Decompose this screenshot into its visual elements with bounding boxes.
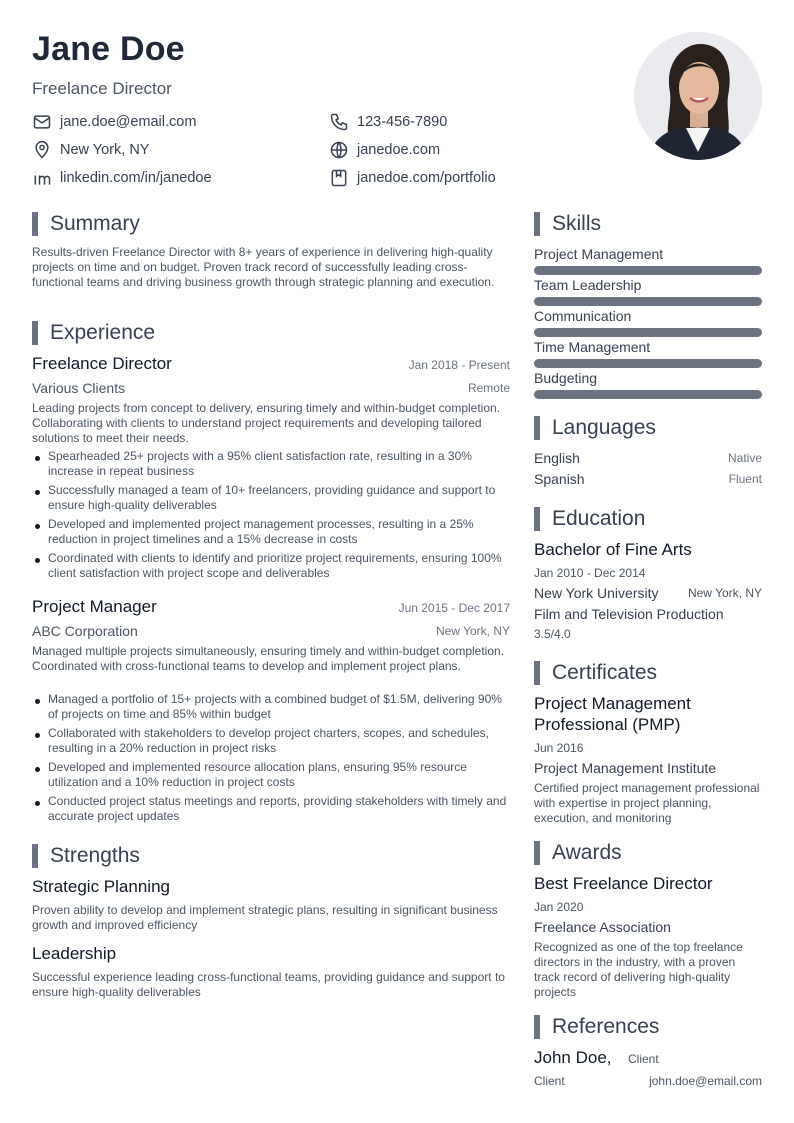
list-item: Spearheaded 25+ projects with a 95% client satisfaction rate, resulting in a 30% increase in repeat business	[32, 449, 512, 479]
portfolio-text: janedoe.com/portfolio	[357, 170, 496, 186]
heading-bar	[534, 507, 540, 531]
strength-title: Leadership	[32, 944, 117, 963]
skill-label: Team Leadership	[534, 277, 642, 293]
job-location: New York, NY	[435, 624, 510, 638]
language-name: English	[534, 450, 580, 466]
heading-bar	[534, 841, 540, 865]
location-text: New York, NY	[60, 142, 150, 158]
certificate-description: Certified project management professional with expertise in project planning, execution, and monitoring	[534, 781, 760, 825]
reference-relation: Client	[628, 1052, 659, 1066]
heading-bar	[534, 661, 540, 685]
certificate-issuer: Project Management Institute	[534, 760, 717, 776]
linkedin-text: linkedin.com/in/janedoe	[60, 170, 212, 186]
list-item: Managed a portfolio of 15+ projects with a combined budget of $1.5M, delivering 90% of projects on time and 85% within budget	[32, 692, 512, 722]
list-item: Developed and implemented project management processes, resulting in a 25% reduction in project timelines and a 15% decrease in costs	[32, 517, 512, 547]
strength-text: Proven ability to develop and implement strategic plans, resulting in significant business growth and improved efficiency	[32, 903, 498, 932]
certificate-title-line2: Professional (PMP)	[534, 715, 681, 734]
contact-website[interactable]	[329, 140, 440, 160]
certificates-heading	[534, 661, 657, 685]
heading-bar	[32, 321, 38, 345]
skill-bar	[534, 359, 762, 368]
job-date: Jun 2015 - Dec 2017	[398, 601, 510, 615]
references-heading-text: References	[552, 1015, 660, 1038]
envelope-icon	[32, 112, 52, 132]
school-location: New York, NY	[687, 586, 762, 600]
phone-icon	[329, 112, 349, 132]
job-org: Various Clients	[32, 380, 126, 396]
education-heading	[534, 507, 645, 531]
summary-heading-text: Summary	[50, 212, 140, 235]
skills-heading	[534, 212, 601, 236]
certificate-title-line1: Project Management	[534, 694, 691, 713]
job-org: ABC Corporation	[32, 623, 138, 639]
education-dates: Jan 2010 - Dec 2014	[534, 566, 646, 580]
job-date: Jan 2018 - Present	[408, 358, 510, 372]
language-level: Fluent	[728, 472, 762, 486]
job-bullets	[32, 449, 512, 585]
experience-heading	[32, 321, 155, 345]
candidate-title: Freelance Director	[32, 79, 172, 98]
award-description: Recognized as one of the top freelance directors in the industry, with a proven track record of delivering high-quality projects	[534, 940, 743, 999]
skill-label: Communication	[534, 308, 632, 324]
awards-heading-text: Awards	[552, 841, 622, 864]
list-item: Coordinated with clients to identify and prioritize project requirements, ensuring 100% client satisfaction with project scope and deliverables	[32, 551, 512, 581]
list-item: Collaborated with stakeholders to develop project charters, scopes, and schedules, resulting in a 20% reduction in project risks	[32, 726, 512, 756]
experience-heading-text: Experience	[50, 321, 156, 344]
contact-linkedin[interactable]	[32, 168, 212, 188]
references-heading	[534, 1015, 659, 1039]
job-title: Project Manager	[32, 597, 157, 616]
contact-location	[32, 140, 149, 160]
skills-heading-text: Skills	[552, 212, 602, 235]
reference-name: John Doe,	[534, 1048, 612, 1067]
linkedin-icon	[32, 168, 52, 188]
summary-heading	[32, 212, 140, 236]
award-issuer: Freelance Association	[534, 919, 671, 935]
list-item: Conducted project status meetings and reports, providing stakeholders with timely and accurate project updates	[32, 794, 512, 824]
education-heading-text: Education	[552, 507, 646, 530]
heading-bar	[534, 212, 540, 236]
degree-title: Bachelor of Fine Arts	[534, 540, 692, 559]
contact-email[interactable]	[32, 112, 196, 132]
heading-bar	[534, 1015, 540, 1039]
contact-phone[interactable]	[329, 112, 447, 132]
skill-bar	[534, 266, 762, 275]
reference-role: Client	[534, 1074, 565, 1088]
profile-photo	[634, 32, 762, 160]
job-description: Managed multiple projects simultaneously, ensuring timely and within-budget completion. Coordinated with cross-functional teams to develop and implement project plans.	[32, 644, 505, 673]
field-of-study: Film and Television Production	[534, 606, 724, 622]
languages-heading-text: Languages	[552, 416, 656, 439]
strengths-heading	[32, 844, 140, 868]
award-title: Best Freelance Director	[534, 874, 713, 893]
language-name: Spanish	[534, 471, 585, 487]
phone-text: 123-456-7890	[357, 114, 448, 130]
language-level: Native	[727, 451, 762, 465]
skill-bar	[534, 297, 762, 306]
website-text: janedoe.com	[357, 142, 441, 158]
heading-bar	[32, 844, 38, 868]
award-date: Jan 2020	[534, 900, 584, 914]
summary-text: Results-driven Freelance Director with 8+ years of experience in delivering high-quality projects on time and on budget. Proven track record of successfully leading cross-functional teams and driving business growth through strategic planning and execution.	[32, 245, 495, 289]
awards-heading	[534, 841, 622, 865]
globe-icon	[329, 140, 349, 160]
job-description: Leading projects from concept to delivery, ensuring timely and within-budget completion. Collaborating with clients to understand project requirements and developing tailored solutions to meet their needs.	[32, 401, 501, 445]
portfolio-icon	[329, 168, 349, 188]
gpa: 3.5/4.0	[534, 627, 571, 641]
heading-bar	[534, 416, 540, 440]
list-item: Successfully managed a team of 10+ freelancers, providing guidance and support to ensure high-quality deliverables	[32, 483, 512, 513]
strength-text: Successful experience leading cross-functional teams, providing guidance and support to ensure high-quality deliverables	[32, 970, 505, 999]
school-name: New York University	[534, 585, 659, 601]
skill-label: Budgeting	[534, 370, 598, 386]
reference-email[interactable]: john.doe@email.com	[649, 1074, 762, 1088]
skill-label: Time Management	[534, 339, 651, 355]
candidate-name: Jane Doe	[32, 30, 185, 68]
contact-portfolio[interactable]	[329, 168, 496, 188]
skill-label: Project Management	[534, 246, 664, 262]
skill-bar	[534, 390, 762, 399]
job-location: Remote	[467, 381, 510, 395]
job-title: Freelance Director	[32, 354, 172, 373]
heading-bar	[32, 212, 38, 236]
strengths-heading-text: Strengths	[50, 844, 140, 867]
skill-bar	[534, 328, 762, 337]
job-bullets	[32, 692, 512, 828]
email-text: jane.doe@email.com	[60, 114, 197, 130]
certificates-heading-text: Certificates	[552, 661, 658, 684]
certificate-date: Jun 2016	[534, 741, 584, 755]
map-pin-icon	[32, 140, 52, 160]
list-item: Developed and implemented resource allocation plans, ensuring 95% resource utilization and a 10% reduction in project costs	[32, 760, 512, 790]
languages-heading	[534, 416, 656, 440]
strength-title: Strategic Planning	[32, 877, 170, 896]
